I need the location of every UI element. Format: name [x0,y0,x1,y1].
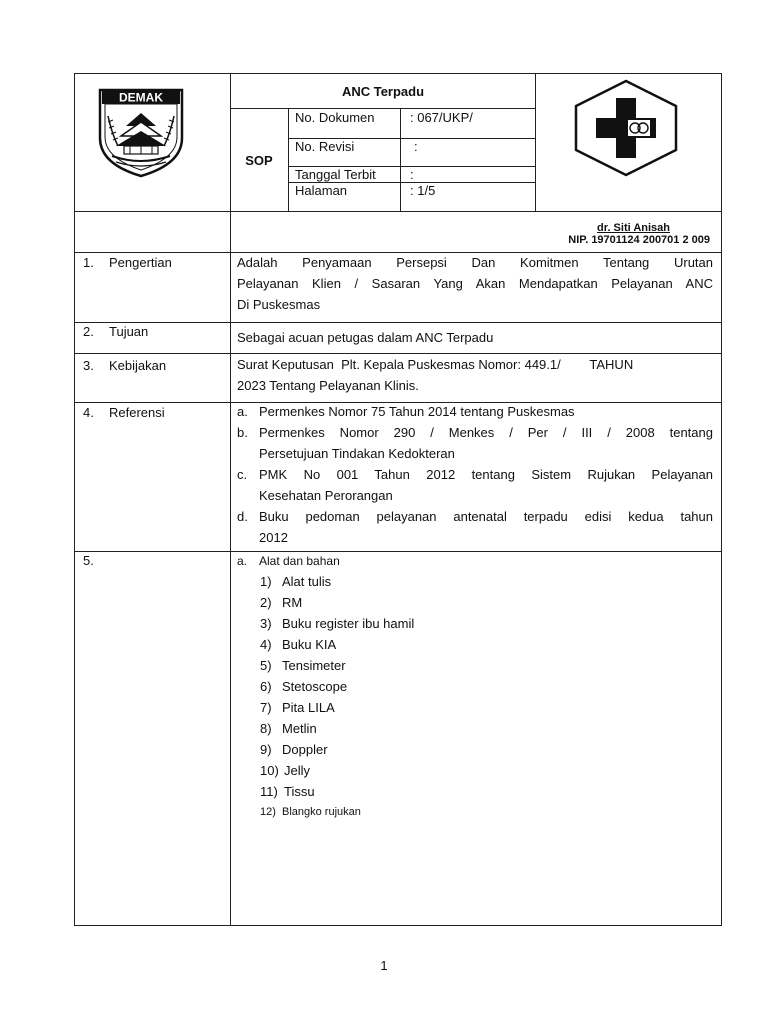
list-marker: d. [237,509,248,524]
section-number: 1. [83,255,94,270]
meta-label-tanggal-terbit: Tanggal Terbit [295,167,376,182]
tujuan-text: Sebagai acuan petugas dalam ANC Terpadu [237,330,494,345]
meta-label-no-dokumen: No. Dokumen [295,110,375,125]
section-label-kebijakan: Kebijakan [109,358,167,373]
page-number: 1 [380,958,388,973]
section-number: 3. [83,358,94,373]
list-number: 4) [260,637,272,652]
list-marker: a. [237,554,248,568]
meta-value-tanggal-terbit: : [410,167,414,182]
section-number: 5. [83,553,94,568]
section-number: 4. [83,405,94,420]
text-line: Kesehatan Perorangan [259,488,393,503]
list-item: Blangko rujukan [282,806,361,818]
text-line: 2012 [259,530,288,545]
list-number: 1) [260,574,272,589]
list-item [259,422,713,464]
list-item: Stetoscope [282,679,348,694]
list-item: Permenkes Nomor 75 Tahun 2014 tentang Puskesmas [259,404,575,419]
list-item: Pita LILA [282,700,335,715]
text-line: Persetujuan Tindakan Kedokteran [259,446,455,461]
section-number: 2. [83,324,94,339]
list-number: 5) [260,658,272,673]
list-number: 9) [260,742,272,757]
list-number: 3) [260,616,272,631]
list-item: Alat tulis [282,574,332,589]
list-item: Buku register ibu hamil [282,616,415,631]
list-number: 12) [260,806,276,818]
signer-nip: NIP. 19701124 200701 2 009 [568,234,710,246]
meta-value-no-dokumen: : 067/UKP/ [410,110,473,125]
pengertian-text [237,252,713,315]
text-line: Di Puskesmas [237,297,321,312]
text-line: Adalah Penyamaan Persepsi Dan Komitmen Tentang Urutan [237,255,713,270]
list-item: RM [282,595,303,610]
section-label-referensi: Referensi [109,405,165,420]
logo-left-text: DEMAK [119,90,163,105]
list-item [259,506,713,548]
list-marker: b. [237,425,248,440]
meta-value-halaman: : 1/5 [410,183,436,198]
signer-name: dr. Siti Anisah [597,222,670,234]
meta-label-no-revisi: No. Revisi [295,139,355,154]
list-item [259,464,713,506]
sop-label: SOP [245,153,273,168]
text-line: Buku pedoman pelayanan antenatal terpadu edisi kedua tahun [259,509,713,524]
kebijakan-line: Surat Keputusan Plt. Kepala Puskesmas Nomor: 449.1/ TAHUN [237,357,634,372]
text-line: PMK No 001 Tahun 2012 tentang Sistem Rujukan Pelayanan [259,467,713,482]
section-label-pengertian: Pengertian [109,255,172,270]
meta-label-halaman: Halaman [295,183,348,198]
list-number: 10) [260,763,279,778]
list-item: Metlin [282,721,317,736]
list-item: Tissu [284,784,315,799]
text-line: Pelayanan Klien / Sasaran Yang Akan Mendapatkan Pelayanan ANC [237,276,713,291]
document-title: ANC Terpadu [341,84,425,99]
demak-crest-icon [96,86,186,178]
list-number: 2) [260,595,272,610]
text-line: Permenkes Nomor 290 / Menkes / Per / III / 2008 tentang [259,425,713,440]
list-marker: c. [237,467,248,482]
list-number: 8) [260,721,272,736]
kebijakan-line: 2023 Tentang Pelayanan Klinis. [237,378,419,393]
sub-heading-alat-bahan: Alat dan bahan [259,554,340,568]
list-number: 7) [260,700,272,715]
list-number: 11) [260,784,278,799]
list-item: Tensimeter [282,658,346,673]
list-number: 6) [260,679,272,694]
list-item: Doppler [282,742,328,757]
list-marker: a. [237,404,248,419]
list-item: Jelly [284,763,311,778]
meta-value-no-revisi: : [414,139,418,154]
section-label-tujuan: Tujuan [109,324,149,339]
puskesmas-cross-icon [570,78,682,178]
list-item: Buku KIA [282,637,337,652]
